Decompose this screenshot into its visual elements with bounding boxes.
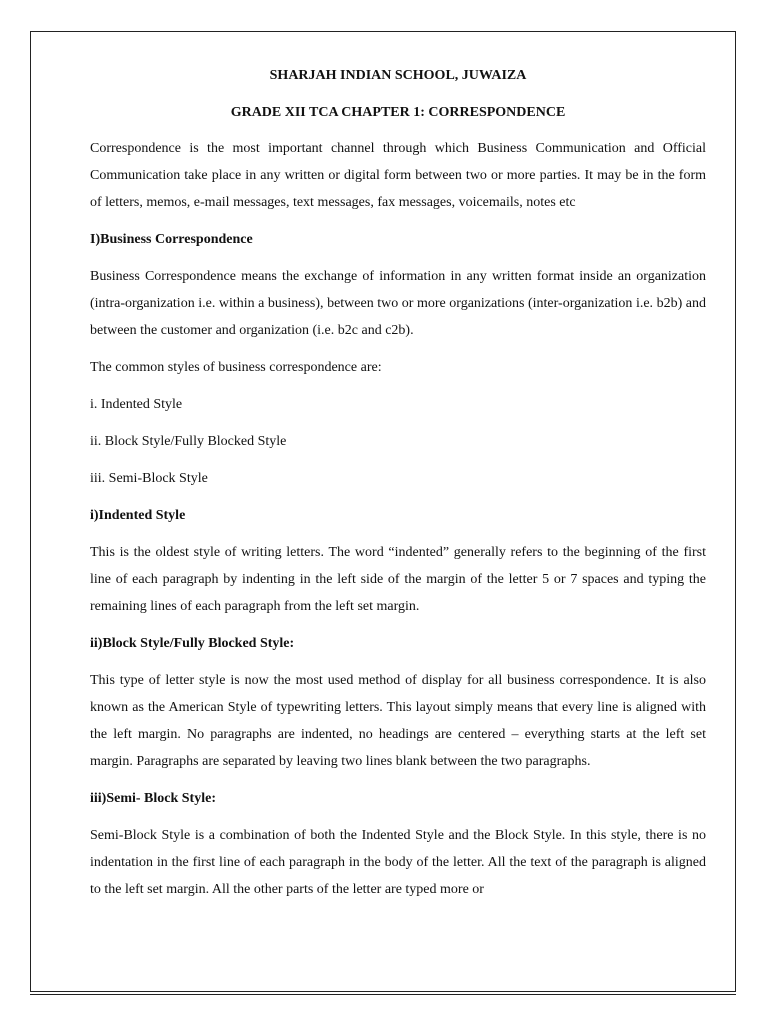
indented-style-heading: i)Indented Style [90, 508, 186, 523]
school-name: SHARJAH INDIAN SCHOOL, JUWAIZA [269, 68, 527, 83]
business-correspondence-heading: I)Business Correspondence [90, 232, 253, 247]
semi-block-style-paragraph: Semi-Block Style is a combination of both the Indented Style and the Block Style. In this style, there is no indentation in the first line of each paragraph in the body of the letter. All the text of the paragraph is aligned to the left set margin. All the other parts of the letter are typed more or [90, 828, 706, 897]
document-body [90, 62, 706, 913]
business-correspondence-paragraph: Business Correspondence means the exchange of information in any written format inside an organization (intra-organization i.e. within a business), between two or more organizations (inter-organization i.e. b2b) and between the customer and organization (i.e. b2c and c2b). [90, 269, 706, 338]
styles-intro: The common styles of business correspondence are: [90, 360, 382, 375]
chapter-title: GRADE XII TCA CHAPTER 1: CORRESPONDENCE [230, 105, 566, 120]
indented-style-paragraph: This is the oldest style of writing letters. The word “indented” generally refers to the beginning of the first line of each paragraph by indenting in the left side of the margin of the letter 5 or 7 spaces and typing the remaining lines of each paragraph from the left set margin. [90, 545, 706, 614]
semi-block-style-heading: iii)Semi- Block Style: [90, 791, 216, 806]
block-style-paragraph: This type of letter style is now the most used method of display for all business correspondence. It is also known as the American Style of typewriting letters. This layout simply means that every line is aligned with the left margin. No paragraphs are indented, no headings are centered – everything starts at the left set margin. Paragraphs are separated by leaving two lines blank between the two paragraphs. [90, 673, 706, 769]
style-list-item: iii. Semi-Block Style [90, 471, 208, 486]
style-list-item: i. Indented Style [90, 397, 183, 412]
intro-paragraph: Correspondence is the most important channel through which Business Communication and Official Communication take place in any written or digital form between two or more parties. It may be in the form of letters, memos, e-mail messages, text messages, fax messages, voicemails, notes etc [90, 141, 706, 210]
block-style-heading: ii)Block Style/Fully Blocked Style: [90, 636, 295, 651]
style-list-item: ii. Block Style/Fully Blocked Style [90, 434, 287, 449]
